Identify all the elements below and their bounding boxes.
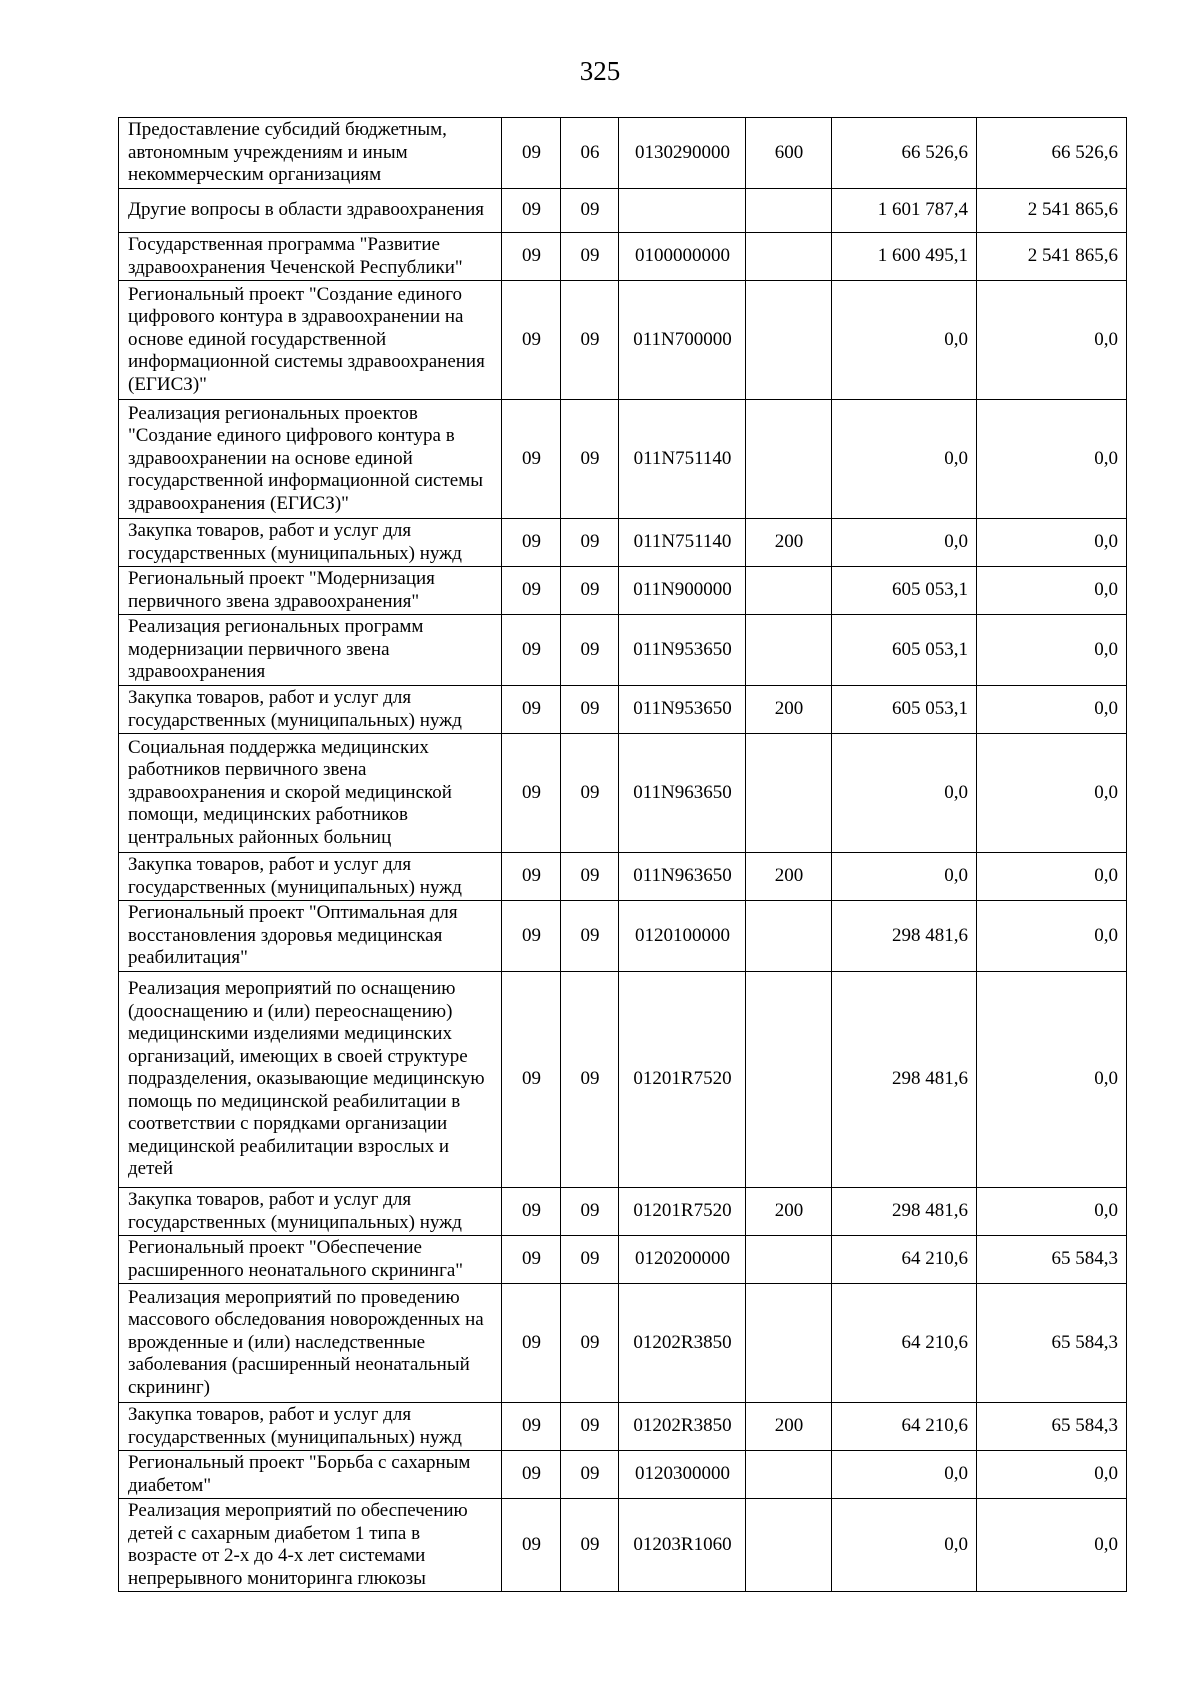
row-subsection: 09 (561, 615, 619, 686)
row-expense-type (746, 901, 832, 972)
row-expense-type (746, 567, 832, 615)
row-target-code: 011N963650 (619, 734, 746, 853)
row-amount-year2: 0,0 (977, 281, 1127, 400)
row-section: 09 (502, 189, 561, 233)
row-subsection: 09 (561, 1284, 619, 1403)
row-subsection: 09 (561, 189, 619, 233)
row-section: 09 (502, 281, 561, 400)
row-section: 09 (502, 118, 561, 189)
row-section: 09 (502, 901, 561, 972)
table-row (119, 686, 1127, 734)
row-subsection: 09 (561, 400, 619, 519)
row-target-code: 01203R1060 (619, 1499, 746, 1592)
row-subsection: 09 (561, 1451, 619, 1499)
table-row (119, 1451, 1127, 1499)
table-body (119, 118, 1127, 1592)
table-row (119, 853, 1127, 901)
row-section: 09 (502, 1403, 561, 1451)
row-amount-year1: 0,0 (832, 734, 977, 853)
row-amount-year2: 0,0 (977, 734, 1127, 853)
row-name: Закупка товаров, работ и услуг для государственных (муниципальных) нужд (119, 1188, 502, 1236)
row-section: 09 (502, 1284, 561, 1403)
row-amount-year2: 0,0 (977, 686, 1127, 734)
row-name: Реализация мероприятий по обеспечению детей с сахарным диабетом 1 типа в возрасте от 2-х до 4-х лет системами непрерывного мониторинга глюкозы (119, 1499, 502, 1592)
row-amount-year2: 2 541 865,6 (977, 233, 1127, 281)
row-expense-type: 200 (746, 1403, 832, 1451)
row-target-code: 0120300000 (619, 1451, 746, 1499)
row-expense-type (746, 281, 832, 400)
row-subsection: 09 (561, 281, 619, 400)
table-row (119, 1188, 1127, 1236)
row-expense-type (746, 1451, 832, 1499)
row-target-code: 011N751140 (619, 519, 746, 567)
row-section: 09 (502, 567, 561, 615)
row-subsection: 09 (561, 1236, 619, 1284)
row-name: Реализация региональных программ модернизации первичного звена здравоохранения (119, 615, 502, 686)
row-subsection: 09 (561, 1188, 619, 1236)
table-row (119, 233, 1127, 281)
row-subsection: 09 (561, 1403, 619, 1451)
row-expense-type (746, 233, 832, 281)
table-row (119, 901, 1127, 972)
row-name: Региональный проект "Модернизация первичного звена здравоохранения" (119, 567, 502, 615)
row-section: 09 (502, 400, 561, 519)
row-section: 09 (502, 686, 561, 734)
row-subsection: 09 (561, 734, 619, 853)
row-expense-type: 200 (746, 519, 832, 567)
row-amount-year1: 605 053,1 (832, 567, 977, 615)
table-row (119, 400, 1127, 519)
table-row (119, 1284, 1127, 1403)
row-subsection: 09 (561, 853, 619, 901)
row-name: Региональный проект "Борьба с сахарным диабетом" (119, 1451, 502, 1499)
row-target-code: 011N963650 (619, 853, 746, 901)
row-amount-year2: 65 584,3 (977, 1403, 1127, 1451)
table-row (119, 281, 1127, 400)
row-subsection: 09 (561, 519, 619, 567)
row-section: 09 (502, 853, 561, 901)
row-section: 09 (502, 1236, 561, 1284)
row-name: Закупка товаров, работ и услуг для государственных (муниципальных) нужд (119, 853, 502, 901)
row-target-code: 011N953650 (619, 686, 746, 734)
row-target-code: 01201R7520 (619, 1188, 746, 1236)
row-target-code: 011N700000 (619, 281, 746, 400)
row-target-code: 01201R7520 (619, 972, 746, 1188)
table-row (119, 972, 1127, 1188)
row-name: Закупка товаров, работ и услуг для государственных (муниципальных) нужд (119, 1403, 502, 1451)
row-target-code: 01202R3850 (619, 1403, 746, 1451)
row-expense-type (746, 400, 832, 519)
row-subsection: 09 (561, 972, 619, 1188)
row-amount-year2: 0,0 (977, 615, 1127, 686)
table-row (119, 118, 1127, 189)
table-row (119, 189, 1127, 233)
row-subsection: 06 (561, 118, 619, 189)
table-row (119, 1499, 1127, 1592)
row-amount-year1: 66 526,6 (832, 118, 977, 189)
row-expense-type (746, 972, 832, 1188)
row-section: 09 (502, 972, 561, 1188)
row-name: Предоставление субсидий бюджетным, автономным учреждениям и иным некоммерческим организациям (119, 118, 502, 189)
row-target-code: 011N751140 (619, 400, 746, 519)
row-section: 09 (502, 233, 561, 281)
row-section: 09 (502, 1499, 561, 1592)
row-expense-type: 200 (746, 853, 832, 901)
table-row (119, 1403, 1127, 1451)
row-amount-year2: 0,0 (977, 972, 1127, 1188)
row-target-code: 0130290000 (619, 118, 746, 189)
row-expense-type: 200 (746, 686, 832, 734)
row-target-code: 011N953650 (619, 615, 746, 686)
budget-table (118, 117, 1127, 1592)
table-row (119, 519, 1127, 567)
row-name: Реализация региональных проектов "Создание единого цифрового контура в здравоохранении на основе единой государственной информационной системы здравоохранения (ЕГИСЗ)" (119, 400, 502, 519)
row-expense-type: 600 (746, 118, 832, 189)
row-expense-type (746, 1284, 832, 1403)
row-amount-year1: 0,0 (832, 281, 977, 400)
row-amount-year2: 0,0 (977, 901, 1127, 972)
row-amount-year1: 0,0 (832, 853, 977, 901)
row-amount-year2: 0,0 (977, 519, 1127, 567)
row-target-code: 01202R3850 (619, 1284, 746, 1403)
table-row (119, 1236, 1127, 1284)
row-amount-year1: 298 481,6 (832, 972, 977, 1188)
row-amount-year2: 0,0 (977, 567, 1127, 615)
row-name: Региональный проект "Обеспечение расширенного неонатального скрининга" (119, 1236, 502, 1284)
row-name: Региональный проект "Создание единого цифрового контура в здравоохранении на основе единой государственной информационной системы здравоохранения (ЕГИСЗ)" (119, 281, 502, 400)
row-expense-type (746, 189, 832, 233)
row-expense-type (746, 734, 832, 853)
row-amount-year2: 0,0 (977, 1188, 1127, 1236)
row-target-code: 011N900000 (619, 567, 746, 615)
row-amount-year1: 0,0 (832, 1451, 977, 1499)
row-subsection: 09 (561, 233, 619, 281)
row-target-code: 0120200000 (619, 1236, 746, 1284)
page-number: 325 (579, 56, 621, 86)
row-name: Социальная поддержка медицинских работников первичного звена здравоохранения и скорой медицинской помощи, медицинских работников центральных районных больниц (119, 734, 502, 853)
row-amount-year2: 0,0 (977, 1451, 1127, 1499)
row-subsection: 09 (561, 686, 619, 734)
row-amount-year1: 0,0 (832, 400, 977, 519)
row-section: 09 (502, 1451, 561, 1499)
row-amount-year1: 64 210,6 (832, 1236, 977, 1284)
table-row (119, 734, 1127, 853)
table-row (119, 615, 1127, 686)
row-amount-year2: 66 526,6 (977, 118, 1127, 189)
row-expense-type (746, 615, 832, 686)
row-amount-year1: 0,0 (832, 519, 977, 567)
row-name: Реализация мероприятий по проведению массового обследования новорожденных на врожденные и (или) наследственные заболевания (расширенный неонатальный скрининг) (119, 1284, 502, 1403)
row-target-code: 0100000000 (619, 233, 746, 281)
row-amount-year2: 2 541 865,6 (977, 189, 1127, 233)
row-expense-type (746, 1499, 832, 1592)
row-amount-year1: 0,0 (832, 1499, 977, 1592)
row-name: Закупка товаров, работ и услуг для государственных (муниципальных) нужд (119, 519, 502, 567)
row-section: 09 (502, 519, 561, 567)
row-amount-year1: 64 210,6 (832, 1284, 977, 1403)
row-expense-type (746, 1236, 832, 1284)
row-amount-year2: 0,0 (977, 400, 1127, 519)
row-name: Другие вопросы в области здравоохранения (119, 189, 502, 233)
row-subsection: 09 (561, 1499, 619, 1592)
row-amount-year2: 0,0 (977, 853, 1127, 901)
row-amount-year1: 605 053,1 (832, 686, 977, 734)
row-subsection: 09 (561, 901, 619, 972)
row-amount-year1: 64 210,6 (832, 1403, 977, 1451)
row-name: Закупка товаров, работ и услуг для государственных (муниципальных) нужд (119, 686, 502, 734)
row-target-code: 0120100000 (619, 901, 746, 972)
row-name: Региональный проект "Оптимальная для восстановления здоровья медицинская реабилитация" (119, 901, 502, 972)
row-section: 09 (502, 734, 561, 853)
row-subsection: 09 (561, 567, 619, 615)
row-section: 09 (502, 1188, 561, 1236)
row-amount-year2: 0,0 (977, 1499, 1127, 1592)
row-expense-type: 200 (746, 1188, 832, 1236)
row-amount-year1: 298 481,6 (832, 901, 977, 972)
row-amount-year1: 1 600 495,1 (832, 233, 977, 281)
row-name: Государственная программа "Развитие здравоохранения Чеченской Республики" (119, 233, 502, 281)
row-amount-year2: 65 584,3 (977, 1236, 1127, 1284)
row-name: Реализация мероприятий по оснащению (дооснащению и (или) переоснащению) медицинскими изделиями медицинских организаций, имеющих в своей структуре подразделения, оказывающие медицинскую помощь по медицинской реабилитации в соответствии с порядками организации медицинской реабилитации взрослых и детей (119, 972, 502, 1188)
row-amount-year1: 298 481,6 (832, 1188, 977, 1236)
row-amount-year1: 605 053,1 (832, 615, 977, 686)
row-amount-year2: 65 584,3 (977, 1284, 1127, 1403)
table-row (119, 567, 1127, 615)
row-target-code (619, 189, 746, 233)
row-section: 09 (502, 615, 561, 686)
row-amount-year1: 1 601 787,4 (832, 189, 977, 233)
